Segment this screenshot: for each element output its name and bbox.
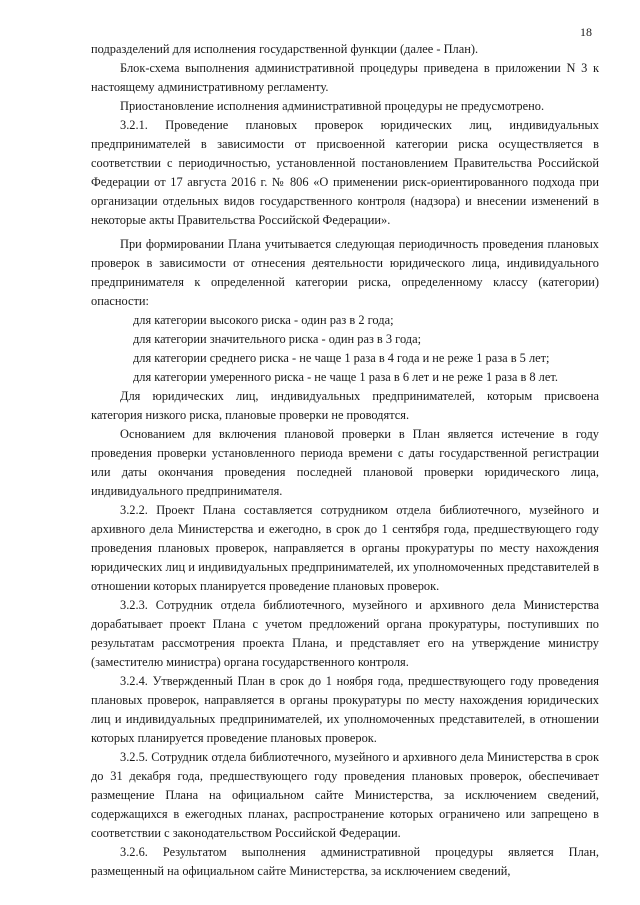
list-item-high-risk: для категории высокого риска - один раз в 2 года; (133, 313, 394, 327)
paragraph-low-risk: Для юридических лиц, индивидуальных предпринимателей, которым присвоена категория низкого риска, плановые проверки не проводятся. (91, 389, 599, 422)
document-body (91, 40, 599, 881)
paragraph-3-2-5: 3.2.5. Сотрудник отдела библиотечного, музейного и архивного дела Министерства в срок до 31 декабря года, предшествующего году проведения плановых проверок, обеспечивает размещение Плана на официальном сайте Министерства, за исключением сведений, содержащихся в ежегодных планах, распространение которых ограничено или запрещено в соответствии с законодательством Российской Федерации. (91, 750, 599, 840)
list-item-medium-risk: для категории среднего риска - не чаще 1 раза в 4 года и не реже 1 раза в 5 лет; (133, 351, 550, 365)
page-number: 18 (580, 25, 592, 39)
paragraph-3-2-2: 3.2.2. Проект Плана составляется сотрудником отдела библиотечного, музейного и архивного дела Министерства и ежегодно, в срок до 1 сентября года, предшествующего году проведения плановых проверок, направляется в органы прокуратуры по месту нахождения юридических лиц и индивидуальных предпринимателей, их уполномоченных представителей в отношении которых планируется проведение плановых проверок. (91, 503, 599, 593)
paragraph-continuation: подразделений для исполнения государственной функции (далее - План). (91, 42, 479, 56)
paragraph-grounds-for-inclusion: Основанием для включения плановой проверки в План является истечение в году проведения проверки установленного периода времени с даты государственной регистрации или даты окончания проведения последней плановой проверки юридического лица, индивидуального предпринимателя. (91, 427, 599, 498)
paragraph-3-2-4: 3.2.4. Утвержденный План в срок до 1 ноября года, предшествующего году проведения плановых проверок, направляется в органы прокуратуры по месту нахождения юридических лиц и индивидуальных предпринимателей, их уполномоченных представителей, в отношении которых планируется проведение плановых проверок. (91, 674, 599, 745)
paragraph-3-2-6: 3.2.6. Результатом выполнения административной процедуры является План, размещенный на официальном сайте Министерства, за исключением сведений, (91, 845, 599, 878)
list-item-moderate-risk: для категории умеренного риска - не чаще 1 раза в 6 лет и не реже 1 раза в 8 лет. (133, 370, 558, 384)
paragraph-flowchart-reference: Блок-схема выполнения административной процедуры приведена в приложении N 3 к настоящему административному регламенту. (91, 61, 599, 94)
paragraph-3-2-1: 3.2.1. Проведение плановых проверок юридических лиц, индивидуальных предпринимателей в зависимости от присвоенной категории риска осуществляется в соответствии с периодичностью, установленной постановлением Правительства Российской Федерации от 17 августа 2016 г. № 806 «О применении риск-ориентированного подхода при организации отдельных видов государственного контроля (надзора) и внесении изменений в некоторые акты Правительства Российской Федерации». (91, 118, 599, 227)
list-item-significant-risk: для категории значительного риска - один раз в 3 года; (133, 332, 422, 346)
paragraph-3-2-3: 3.2.3. Сотрудник отдела библиотечного, музейного и архивного дела Министерства дорабатывает проект Плана с учетом предложений органа прокуратуры, поступивших по результатам рассмотрения проекта Плана, и представляет его на утверждение министру (заместителю министра) органа государственного контроля. (91, 598, 599, 669)
paragraph-suspension: Приостановление исполнения административной процедуры не предусмотрено. (120, 99, 545, 113)
paragraph-periodicity-intro: При формировании Плана учитывается следующая периодичность проведения плановых проверок в зависимости от отнесения деятельности юридического лица, индивидуального предпринимателя к определенной категории риска, определенному классу (категории) опасности: (91, 237, 599, 308)
